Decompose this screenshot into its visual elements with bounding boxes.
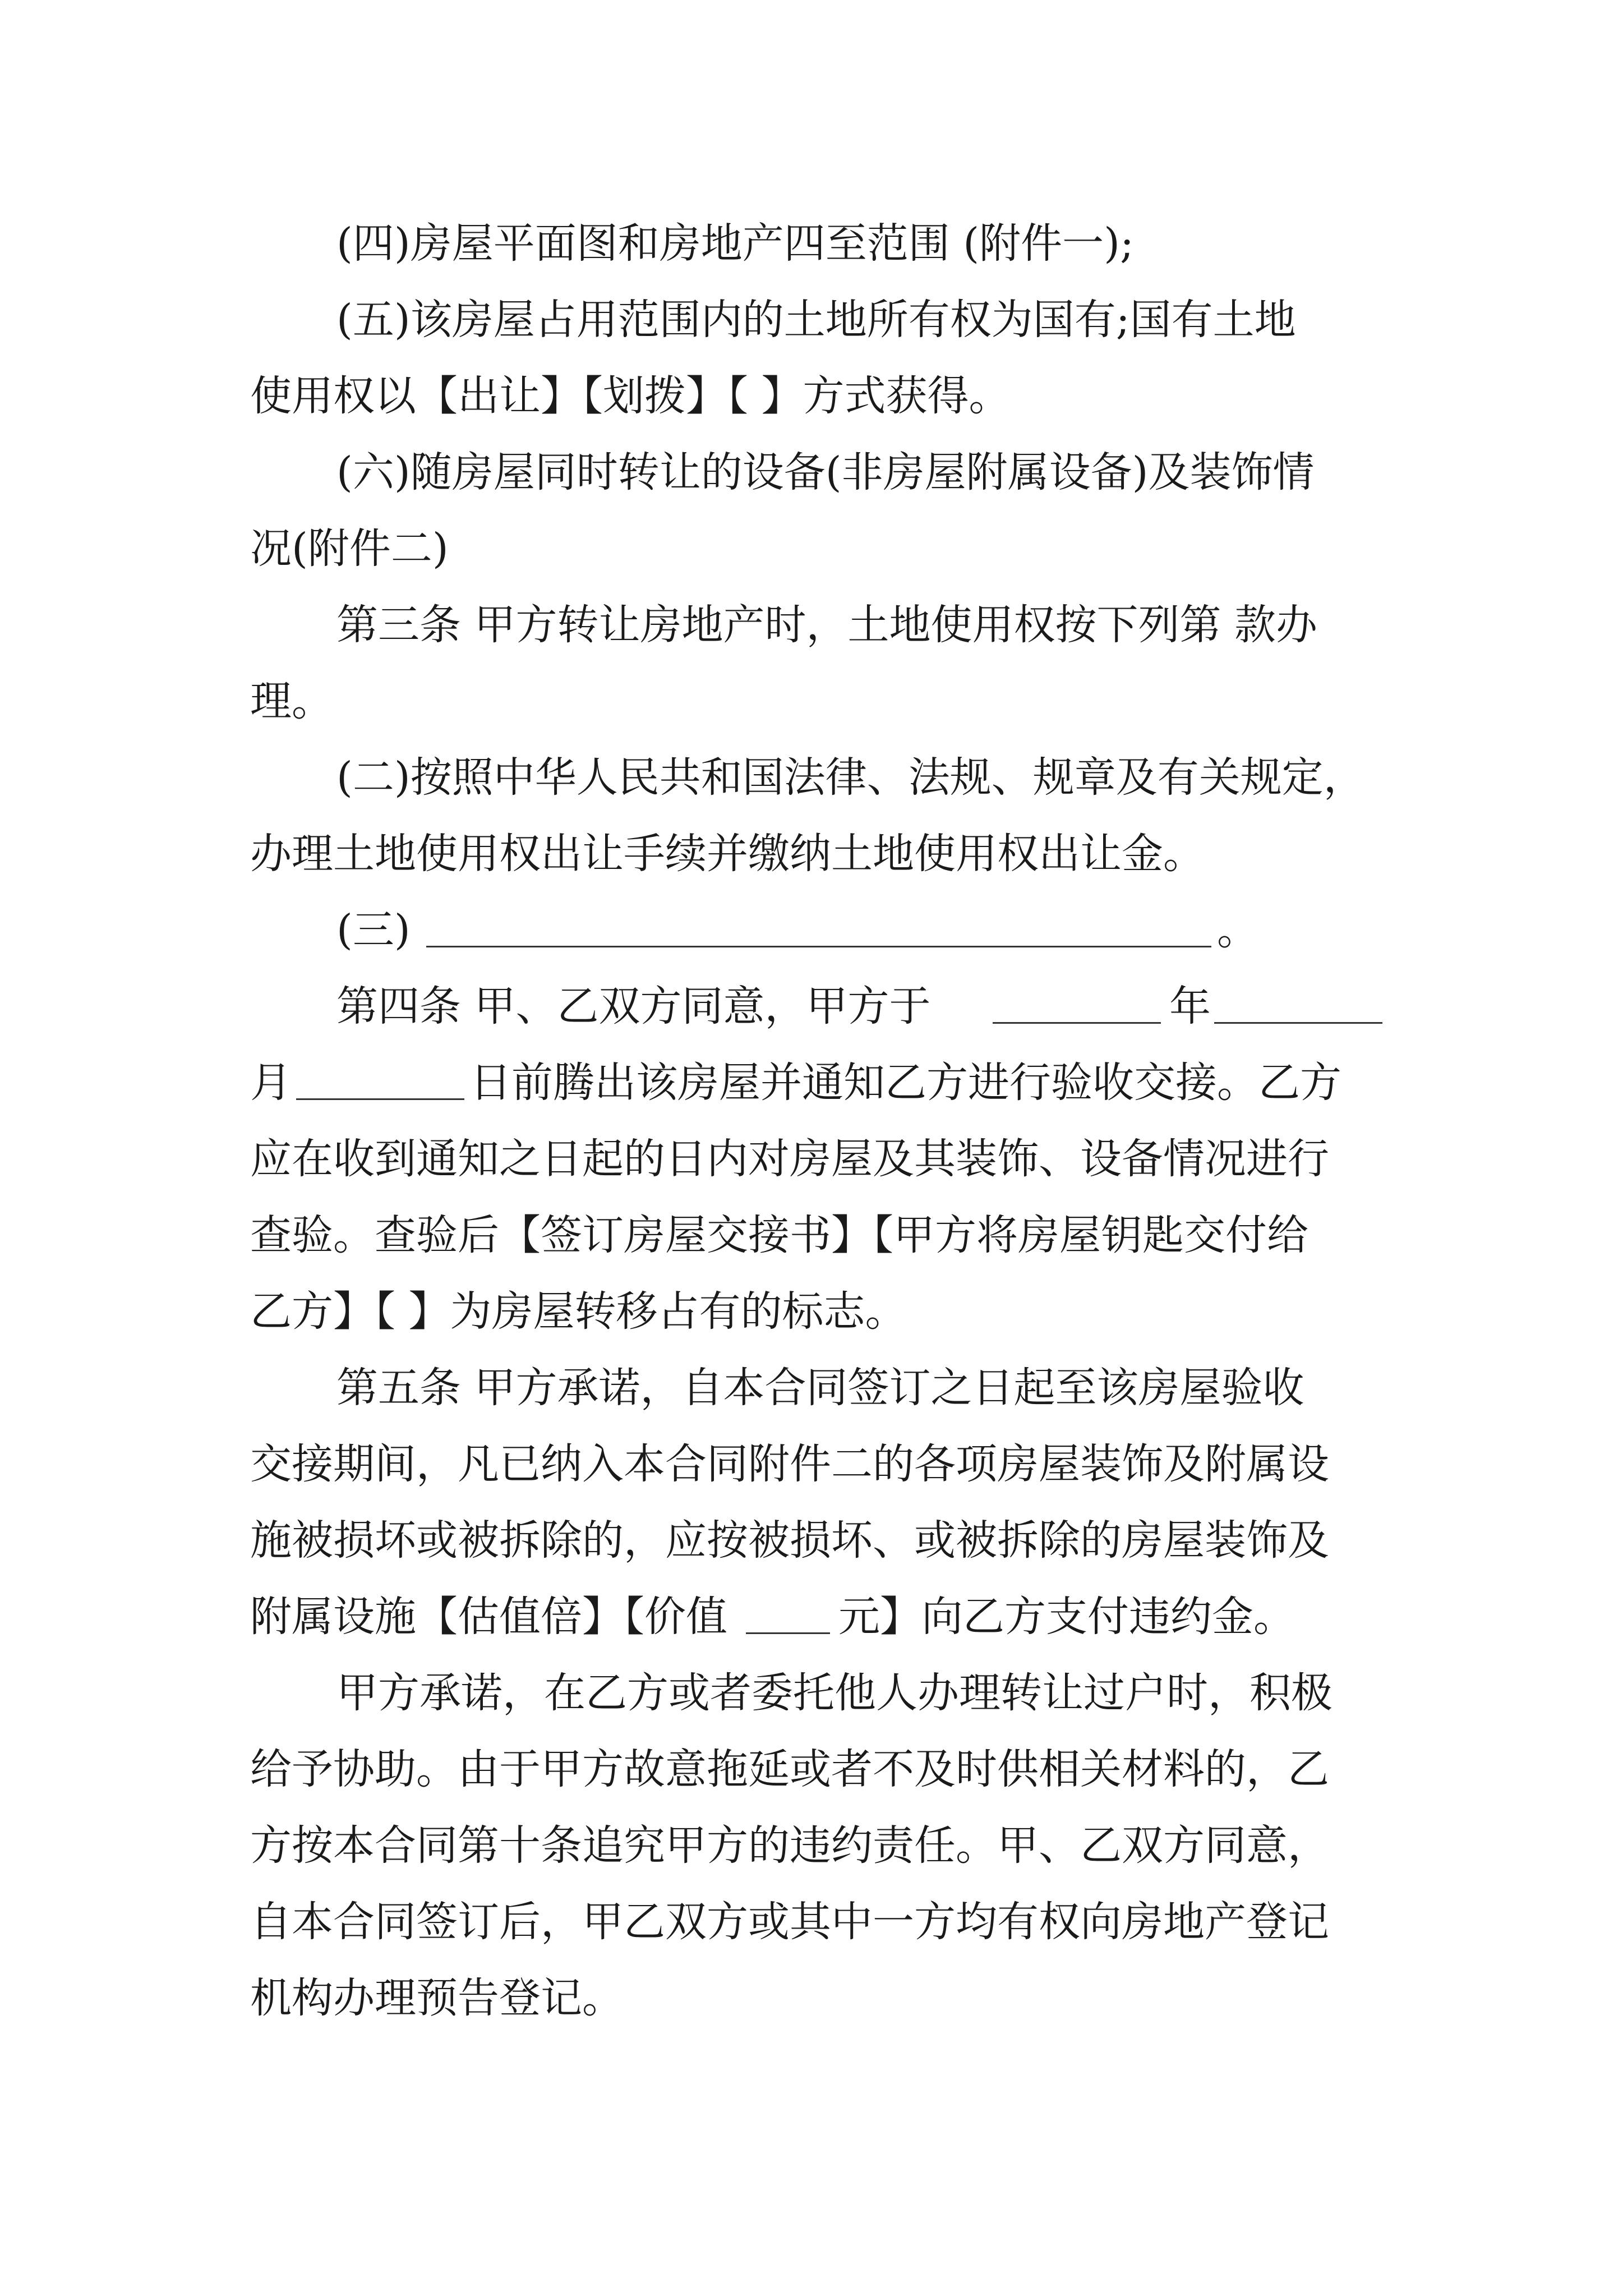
text-line <box>0 280 1623 359</box>
text-line <box>0 1349 1623 1427</box>
text-line <box>0 815 1623 893</box>
year-label: 年 <box>1169 982 1211 1030</box>
text-line <box>0 357 1623 435</box>
paragraph-continuation: 附属设施【估值倍】【价值 <box>250 1593 727 1641</box>
paragraph-continuation: 日前腾出该房屋并通知乙方进行验收交接。乙方 <box>470 1059 1341 1107</box>
paragraph-continuation: 元】向乙方支付违约金。 <box>838 1593 1295 1641</box>
paragraph-item-2: (二)按照中华人民共和国法律、法规、规章及有关规定， <box>336 753 1365 802</box>
paragraph-continuation: 查验。查验后【签订房屋交接书】【甲方将房屋钥匙交付给 <box>250 1211 1308 1259</box>
paragraph-continuation: 机构办理预告登记。 <box>250 1974 624 2022</box>
text-line <box>0 1959 1623 2037</box>
paragraph-continuation: 办理土地使用权出让手续并缴纳土地使用权出让金。 <box>250 830 1205 878</box>
text-line <box>0 1196 1623 1274</box>
paragraph-continuation: 给予协助。由于甲方故意拖延或者不及时供相关材料的，乙 <box>250 1745 1329 1793</box>
text-line <box>0 1577 1623 1656</box>
month-label: 月 <box>250 1059 292 1107</box>
text-line <box>0 1501 1623 1580</box>
blank-underline-day <box>296 1098 464 1100</box>
paragraph-start: 甲方承诺，在乙方或者委托他人办理转让过户时，积极 <box>336 1669 1332 1717</box>
paragraph-continuation: 施被损坏或被拆除的，应按被损坏、或被拆除的房屋装饰及 <box>250 1516 1329 1565</box>
paragraph-continuation: 交接期间，凡已纳入本合同附件二的各项房屋装饰及附属设 <box>250 1440 1329 1488</box>
text-line <box>0 1425 1623 1503</box>
article-3-heading: 第三条 甲方转让房地产时，土地使用权按下列第 款办 <box>336 601 1318 649</box>
article-5-heading: 第五条 甲方承诺，自本合同签订之日起至该房屋验收 <box>336 1364 1304 1412</box>
blank-underline-month <box>1214 1022 1382 1024</box>
blank-underline-value <box>746 1632 830 1634</box>
text-line <box>0 738 1623 817</box>
text-line <box>0 1883 1623 1961</box>
text-line <box>0 204 1623 283</box>
article-4-heading: 第四条 甲、乙双方同意，甲方于 <box>336 982 931 1030</box>
text-line <box>0 1730 1623 1809</box>
paragraph-continuation: 自本合同签订后，甲乙双方或其中一方均有权向房地产登记 <box>250 1898 1329 1946</box>
paragraph-item-4: (四)房屋平面图和房地产四至范围 (附件一); <box>336 219 1134 268</box>
paragraph-continuation: 应在收到通知之日起的日内对房屋及其装饰、设备情况进行 <box>250 1135 1329 1183</box>
text-line <box>0 1654 1623 1732</box>
paragraph-continuation: 理。 <box>250 677 333 725</box>
sentence-end: 。 <box>1217 906 1258 954</box>
paragraph-item-5: (五)该房屋占用范围内的土地所有权为国有;国有土地 <box>336 296 1296 344</box>
text-line <box>0 1120 1623 1198</box>
text-line <box>0 1043 1623 1122</box>
paragraph-item-3-label: (三) <box>336 906 411 954</box>
text-line <box>0 891 1623 969</box>
paragraph-continuation: 况(附件二) <box>250 524 449 573</box>
text-line <box>0 433 1623 512</box>
text-line <box>0 1806 1623 1885</box>
paragraph-continuation: 方按本合同第十条追究甲方的违约责任。甲、乙双方同意， <box>250 1821 1329 1870</box>
paragraph-continuation: 乙方】【 】为房屋转移占有的标志。 <box>250 1287 907 1336</box>
text-line <box>0 1272 1623 1351</box>
text-line <box>0 662 1623 740</box>
paragraph-continuation: 使用权以【出让】【划拨】【 】方式获得。 <box>250 372 1011 420</box>
blank-underline <box>426 946 1211 947</box>
paragraph-item-6: (六)随房屋同时转让的设备(非房屋附属设备)及装饰情 <box>336 448 1315 496</box>
text-line <box>0 586 1623 664</box>
blank-underline-year <box>993 1022 1161 1024</box>
text-line <box>0 509 1623 588</box>
text-line <box>0 967 1623 1046</box>
